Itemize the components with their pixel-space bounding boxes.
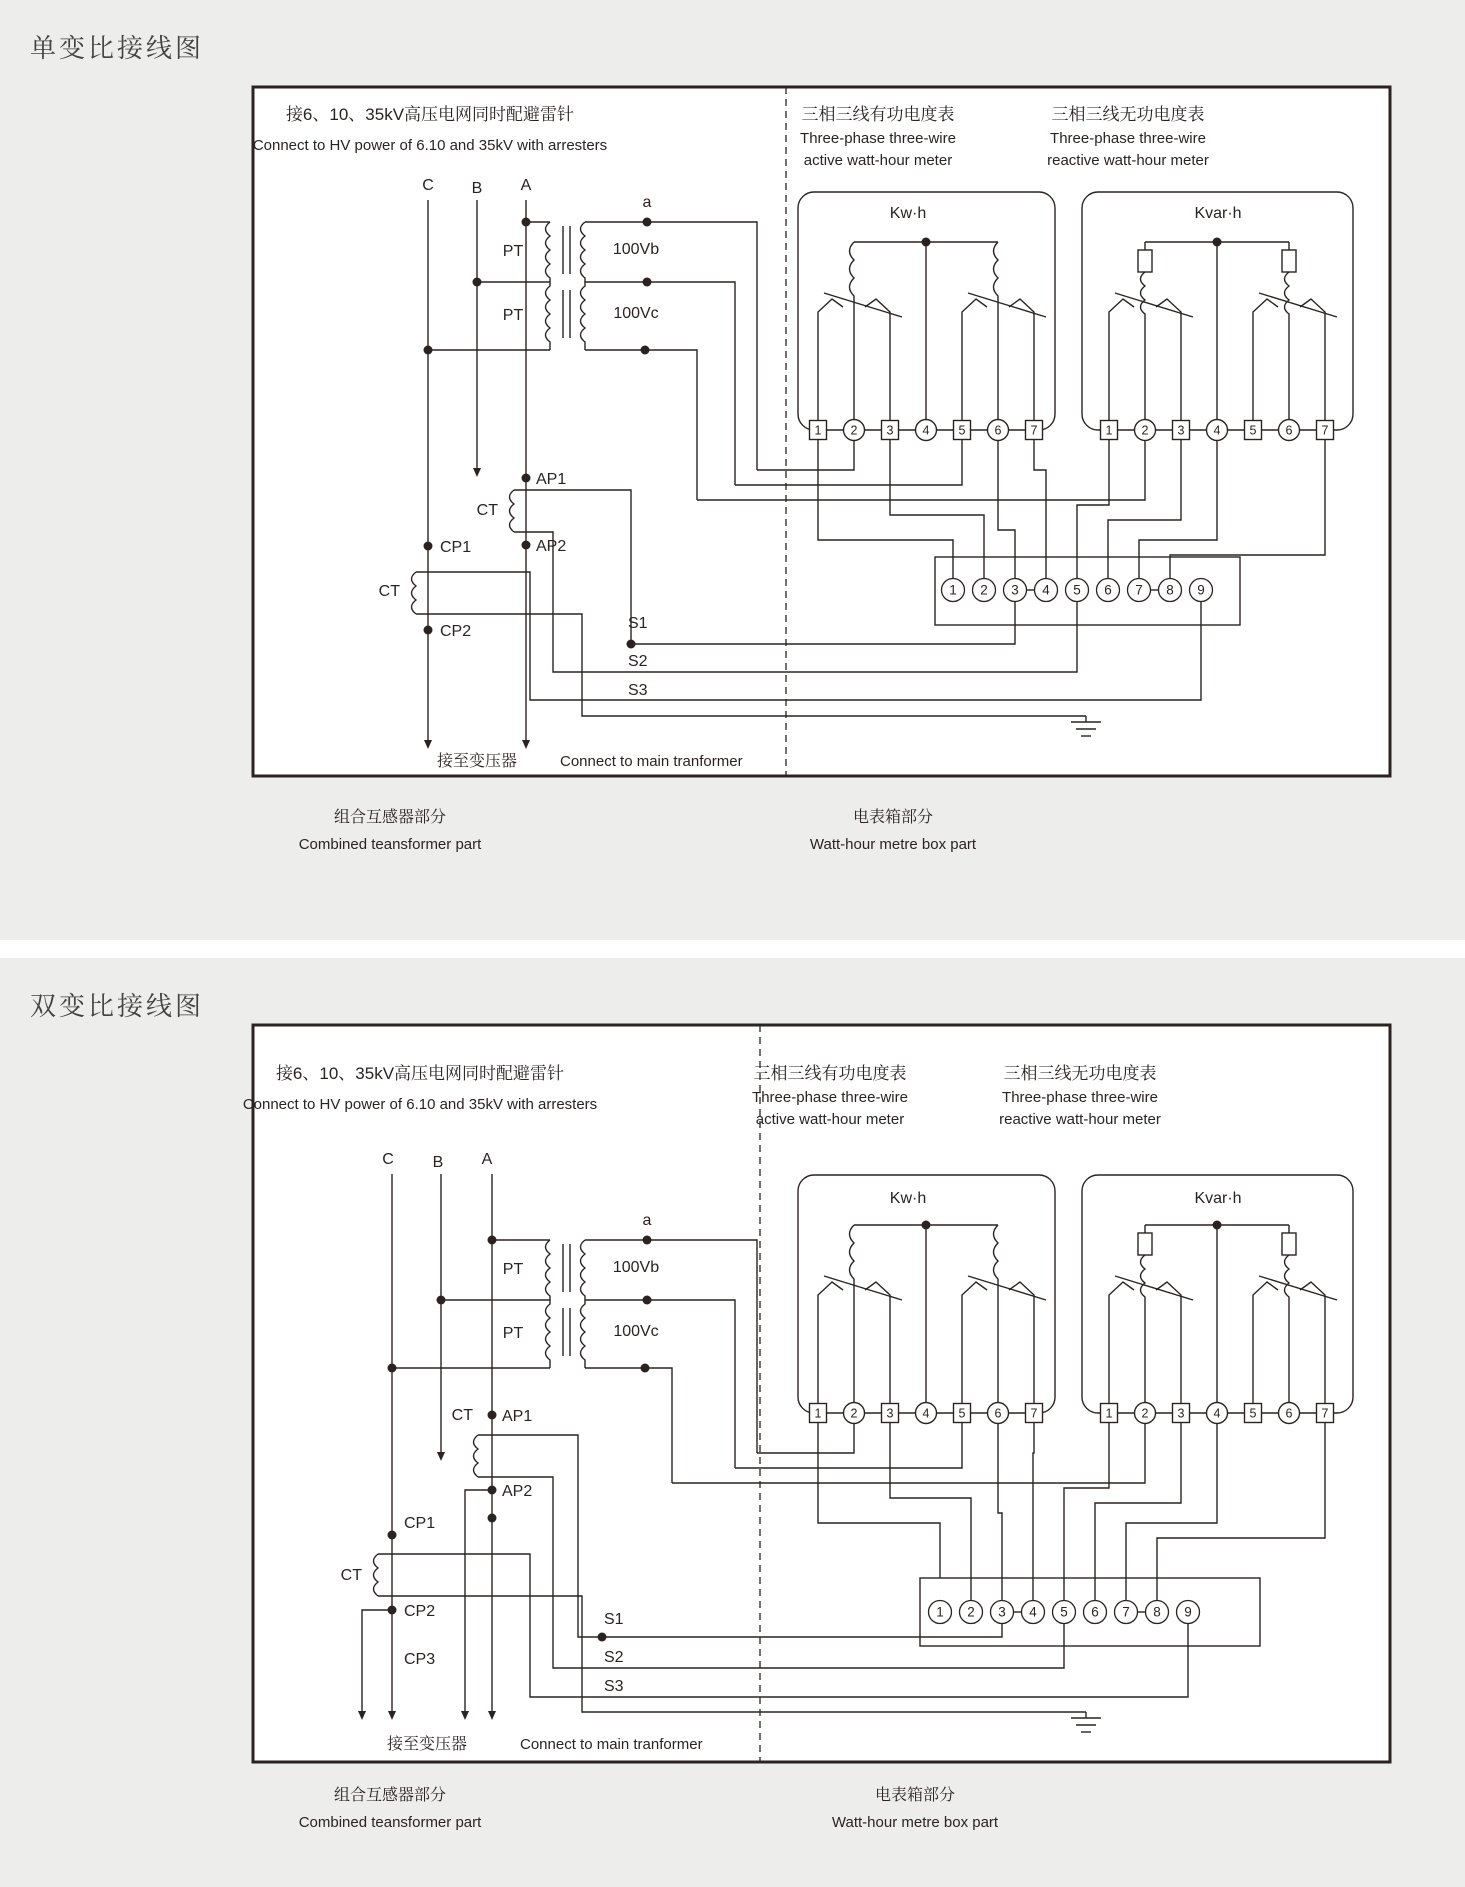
strip-terminal-number: 7 bbox=[1122, 1604, 1130, 1620]
caption-meterbox-en: Watt-hour metre box part bbox=[831, 1814, 999, 1831]
meter-terminal-number: 1 bbox=[1105, 423, 1113, 438]
ct-c-label: CT bbox=[378, 583, 400, 600]
caption-meterbox-cn: 电表箱部分 bbox=[852, 809, 934, 826]
meter-terminal-number: 4 bbox=[1213, 423, 1221, 438]
caption-combined-cn: 组合互感器部分 bbox=[333, 1787, 447, 1804]
active-meter-header-cn: 三相三线有功电度表 bbox=[801, 105, 955, 124]
active-meter-header-en1: Three-phase three-wire bbox=[800, 130, 956, 147]
hv-header-cn: 接6、10、35kV高压电网同时配避雷针 bbox=[285, 105, 575, 124]
meter-terminal-number: 2 bbox=[850, 1406, 858, 1421]
caption-meterbox-cn: 电表箱部分 bbox=[874, 1787, 956, 1804]
secondary-100vc-label: 100Vc bbox=[613, 1323, 659, 1340]
meter-terminal-number: 6 bbox=[994, 423, 1002, 438]
active-meter-header-en2: active watt-hour meter bbox=[803, 152, 953, 169]
strip-terminal-number: 4 bbox=[1029, 1604, 1037, 1620]
strip-terminal-number: 8 bbox=[1166, 582, 1174, 598]
ap1-label: AP1 bbox=[536, 471, 567, 488]
pt2-label: PT bbox=[502, 307, 524, 324]
meter-terminal-number: 7 bbox=[1030, 423, 1038, 438]
meter-terminal-number: 5 bbox=[1249, 423, 1257, 438]
meter-terminal-number: 5 bbox=[1249, 1406, 1257, 1421]
reactive-meter-header-en1: Three-phase three-wire bbox=[1002, 1089, 1158, 1106]
meter-terminal-number: 6 bbox=[1285, 1406, 1293, 1421]
ct-a-label: CT bbox=[451, 1407, 473, 1424]
section-2-title: 双变比接线图 bbox=[30, 991, 205, 1021]
kvarh-label: Kvar·h bbox=[1194, 205, 1242, 222]
secondary-100vb-label: 100Vb bbox=[612, 241, 660, 258]
to-transformer-en: Connect to main tranformer bbox=[560, 753, 743, 770]
hv-header-en: Connect to HV power of 6.10 and 35kV with arresters bbox=[252, 137, 608, 154]
strip-terminal-number: 1 bbox=[936, 1604, 944, 1620]
meter-terminal-number: 3 bbox=[1177, 1406, 1185, 1421]
cp3-label: CP3 bbox=[404, 1651, 436, 1668]
to-transformer-cn: 接至变压器 bbox=[436, 753, 518, 770]
s1-label: S1 bbox=[604, 1611, 624, 1628]
secondary-100vc-label: 100Vc bbox=[613, 305, 659, 322]
ct-c-label: CT bbox=[340, 1567, 362, 1584]
active-meter-header-en2: active watt-hour meter bbox=[755, 1111, 905, 1128]
s3-label: S3 bbox=[628, 682, 648, 699]
to-transformer-cn: 接至变压器 bbox=[386, 1736, 468, 1753]
kwh-label: Kw·h bbox=[889, 1190, 927, 1207]
meter-terminal-number: 2 bbox=[850, 423, 858, 438]
phase-a-label: A bbox=[481, 1151, 493, 1168]
phase-c-label: C bbox=[422, 177, 434, 194]
strip-terminal-number: 3 bbox=[998, 1604, 1006, 1620]
caption-combined-en: Combined teansformer part bbox=[298, 836, 482, 853]
phase-b-label: B bbox=[471, 180, 483, 197]
cp2-label: CP2 bbox=[440, 623, 472, 640]
phase-a-label: A bbox=[520, 177, 532, 194]
strip-terminal-number: 6 bbox=[1091, 1604, 1099, 1620]
s2-label: S2 bbox=[628, 653, 648, 670]
meter-terminal-number: 7 bbox=[1321, 423, 1329, 438]
ap2-label: AP2 bbox=[536, 538, 567, 555]
ap2-label: AP2 bbox=[502, 1483, 533, 1500]
cp1-label: CP1 bbox=[440, 539, 472, 556]
single-ratio-wiring-diagram bbox=[0, 0, 1465, 940]
active-meter-header-cn: 三相三线有功电度表 bbox=[753, 1064, 907, 1083]
strip-terminal-number: 7 bbox=[1135, 582, 1143, 598]
strip-terminal-number: 6 bbox=[1104, 582, 1112, 598]
to-transformer-en: Connect to main tranformer bbox=[520, 1736, 703, 1753]
strip-terminal-number: 9 bbox=[1197, 582, 1205, 598]
meter-terminal-number: 6 bbox=[1285, 423, 1293, 438]
ct-a-label: CT bbox=[476, 502, 498, 519]
reactive-meter-header-en2: reactive watt-hour meter bbox=[1047, 152, 1209, 169]
active-meter-header-en1: Three-phase three-wire bbox=[752, 1089, 908, 1106]
phase-c-label: C bbox=[382, 1151, 394, 1168]
meter-terminal-number: 5 bbox=[958, 1406, 966, 1421]
strip-terminal-number: 2 bbox=[980, 582, 988, 598]
pt1-label: PT bbox=[502, 243, 524, 260]
meter-terminal-number: 4 bbox=[922, 1406, 930, 1421]
meter-terminal-number: 6 bbox=[994, 1406, 1002, 1421]
s3-label: S3 bbox=[604, 1678, 624, 1695]
meter-terminal-number: 4 bbox=[922, 423, 930, 438]
reactive-meter-header-cn: 三相三线无功电度表 bbox=[1051, 105, 1205, 124]
phase-b-label: B bbox=[432, 1154, 444, 1171]
meter-terminal-number: 2 bbox=[1141, 1406, 1149, 1421]
strip-terminal-number: 5 bbox=[1060, 1604, 1068, 1620]
s2-label: S2 bbox=[604, 1649, 624, 1666]
strip-terminal-number: 2 bbox=[967, 1604, 975, 1620]
meter-terminal-number: 2 bbox=[1141, 423, 1149, 438]
meter-terminal-number: 1 bbox=[814, 1406, 822, 1421]
strip-terminal-number: 3 bbox=[1011, 582, 1019, 598]
meter-terminal-number: 5 bbox=[958, 423, 966, 438]
meter-terminal-number: 1 bbox=[1105, 1406, 1113, 1421]
reactive-meter-header-en1: Three-phase three-wire bbox=[1050, 130, 1206, 147]
meter-terminal-number: 3 bbox=[886, 1406, 894, 1421]
cp2-label: CP2 bbox=[404, 1603, 436, 1620]
pt2-label: PT bbox=[502, 1325, 524, 1342]
meter-terminal-number: 7 bbox=[1321, 1406, 1329, 1421]
caption-meterbox-en: Watt-hour metre box part bbox=[809, 836, 977, 853]
meter-terminal-number: 3 bbox=[1177, 423, 1185, 438]
strip-terminal-number: 9 bbox=[1184, 1604, 1192, 1620]
section-1-title: 单变比接线图 bbox=[30, 33, 205, 63]
strip-terminal-number: 1 bbox=[949, 582, 957, 598]
ap1-label: AP1 bbox=[502, 1408, 533, 1425]
s1-label: S1 bbox=[628, 615, 648, 632]
dual-ratio-wiring-diagram bbox=[0, 958, 1465, 1887]
secondary-100vb-label: 100Vb bbox=[612, 1259, 660, 1276]
secondary-a-label: a bbox=[642, 194, 652, 211]
strip-terminal-number: 5 bbox=[1073, 582, 1081, 598]
caption-combined-cn: 组合互感器部分 bbox=[333, 809, 447, 826]
meter-terminal-number: 7 bbox=[1030, 1406, 1038, 1421]
pt1-label: PT bbox=[502, 1261, 524, 1278]
meter-terminal-number: 1 bbox=[814, 423, 822, 438]
secondary-a-label: a bbox=[642, 1212, 652, 1229]
meter-terminal-number: 4 bbox=[1213, 1406, 1221, 1421]
kvarh-label: Kvar·h bbox=[1194, 1190, 1242, 1207]
meter-terminal-number: 3 bbox=[886, 423, 894, 438]
reactive-meter-header-en2: reactive watt-hour meter bbox=[999, 1111, 1161, 1128]
cp1-label: CP1 bbox=[404, 1515, 436, 1532]
hv-header-cn: 接6、10、35kV高压电网同时配避雷针 bbox=[275, 1064, 565, 1083]
hv-header-en: Connect to HV power of 6.10 and 35kV with arresters bbox=[242, 1096, 598, 1113]
strip-terminal-number: 4 bbox=[1042, 582, 1050, 598]
caption-combined-en: Combined teansformer part bbox=[298, 1814, 482, 1831]
kwh-label: Kw·h bbox=[889, 205, 927, 222]
strip-terminal-number: 8 bbox=[1153, 1604, 1161, 1620]
reactive-meter-header-cn: 三相三线无功电度表 bbox=[1003, 1064, 1157, 1083]
